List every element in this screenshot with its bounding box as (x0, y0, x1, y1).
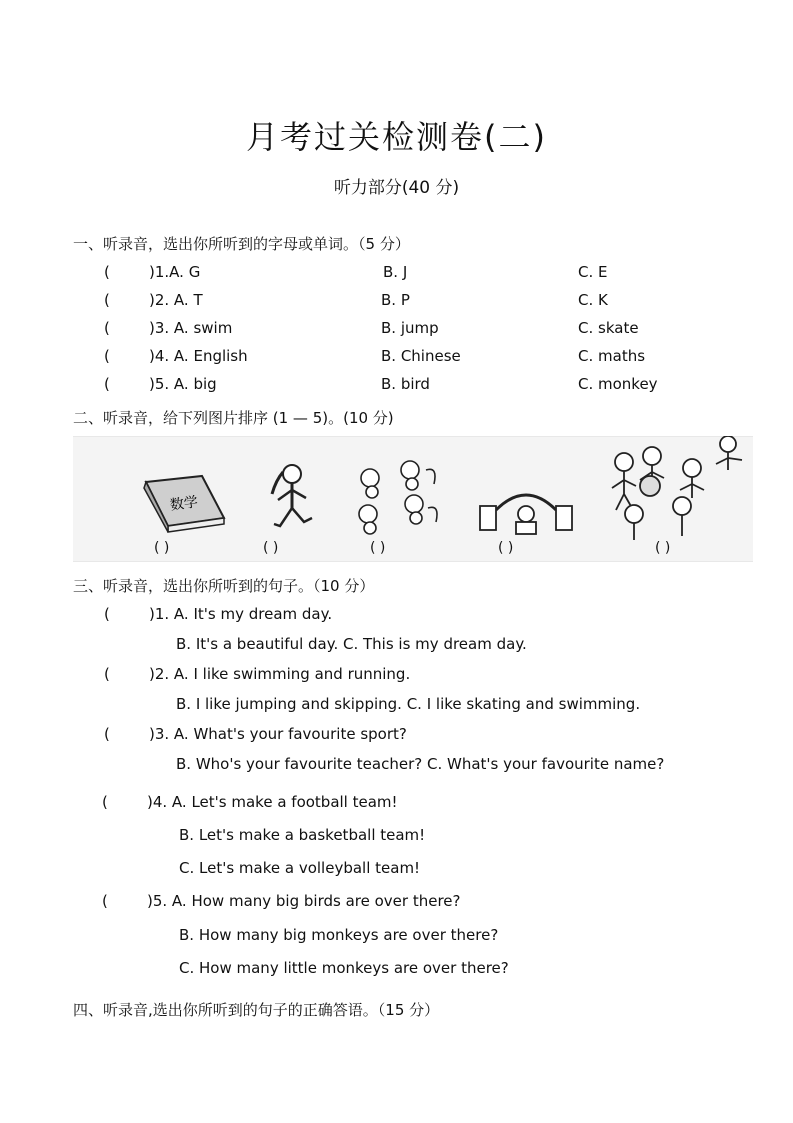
answer-paren[interactable]: ( (104, 605, 110, 623)
question-option-a: )1.A. G (149, 263, 201, 281)
question-line-3: C. Let's make a volleyball team! (179, 859, 421, 877)
answer-paren[interactable]: ( (104, 347, 110, 365)
running-girl-icon (262, 460, 322, 540)
answer-paren[interactable]: ( (102, 793, 108, 811)
answer-paren[interactable]: ( (104, 665, 110, 683)
question-line-1: )3. A. What's your favourite sport? (149, 725, 407, 743)
page-subtitle: 听力部分(40 分) (333, 178, 460, 198)
question-option-a: )5. A. big (149, 375, 217, 393)
section-heading-3: 三、听录音，选出你所听到的句子。（10 分） (73, 577, 375, 595)
question-option-b: B. bird (381, 375, 430, 393)
question-line-1: )5. A. How many big birds are over there? (147, 892, 461, 910)
question-option-c: C. monkey (578, 375, 658, 393)
question-option-c: C. skate (578, 319, 639, 337)
section-heading-4: 四、听录音,选出你所听到的句子的正确答语。（15 分） (73, 1001, 440, 1019)
picture-order-blank-4[interactable]: ( ) (498, 540, 514, 556)
monkeys-icon (352, 456, 444, 540)
math-book-icon (140, 474, 226, 534)
question-line-1: )4. A. Let's make a football team! (147, 793, 398, 811)
question-line-2: B. Let's make a basketball team! (179, 826, 426, 844)
picture-order-blank-1[interactable]: ( ) (154, 540, 170, 556)
answer-paren[interactable]: ( (104, 375, 110, 393)
question-option-a: )2. A. T (149, 291, 203, 309)
kids-football-icon (604, 436, 752, 544)
question-line-3: C. How many little monkeys are over there? (179, 959, 509, 977)
page-title: 月考过关检测卷(二) (246, 118, 547, 156)
question-line-2: B. I like jumping and skipping. C. I like skating and swimming. (176, 695, 641, 713)
picture-order-blank-3[interactable]: ( ) (370, 540, 386, 556)
answer-paren[interactable]: ( (104, 725, 110, 743)
question-option-c: C. K (578, 291, 608, 309)
question-option-b: B. P (381, 291, 410, 309)
picture-order-blank-2[interactable]: ( ) (263, 540, 279, 556)
question-line-1: )2. A. I like swimming and running. (149, 665, 411, 683)
question-option-c: C. maths (578, 347, 646, 365)
section-heading-1: 一、听录音，选出你所听到的字母或单词。（5 分） (73, 235, 410, 253)
section-heading-2: 二、听录音，给下列图片排序 (1 — 5)。(10 分) (73, 409, 394, 427)
answer-paren[interactable]: ( (104, 291, 110, 309)
sports-day-scene-icon (476, 480, 576, 538)
answer-paren[interactable]: ( (104, 263, 110, 281)
question-option-b: B. J (383, 263, 408, 281)
question-line-1: )1. A. It's my dream day. (149, 605, 333, 623)
answer-paren[interactable]: ( (104, 319, 110, 337)
question-option-c: C. E (578, 263, 608, 281)
question-option-b: B. Chinese (381, 347, 461, 365)
question-line-2: B. How many big monkeys are over there? (179, 926, 499, 944)
question-option-a: )3. A. swim (149, 319, 233, 337)
question-line-2: B. It's a beautiful day. C. This is my dream day. (176, 635, 527, 653)
question-line-2: B. Who's your favourite teacher? C. What's your favourite name? (176, 755, 665, 773)
question-option-b: B. jump (381, 319, 439, 337)
question-option-a: )4. A. English (149, 347, 248, 365)
answer-paren[interactable]: ( (102, 892, 108, 910)
picture-order-blank-5[interactable]: ( ) (655, 540, 671, 556)
book-title: 数学 (169, 494, 199, 514)
